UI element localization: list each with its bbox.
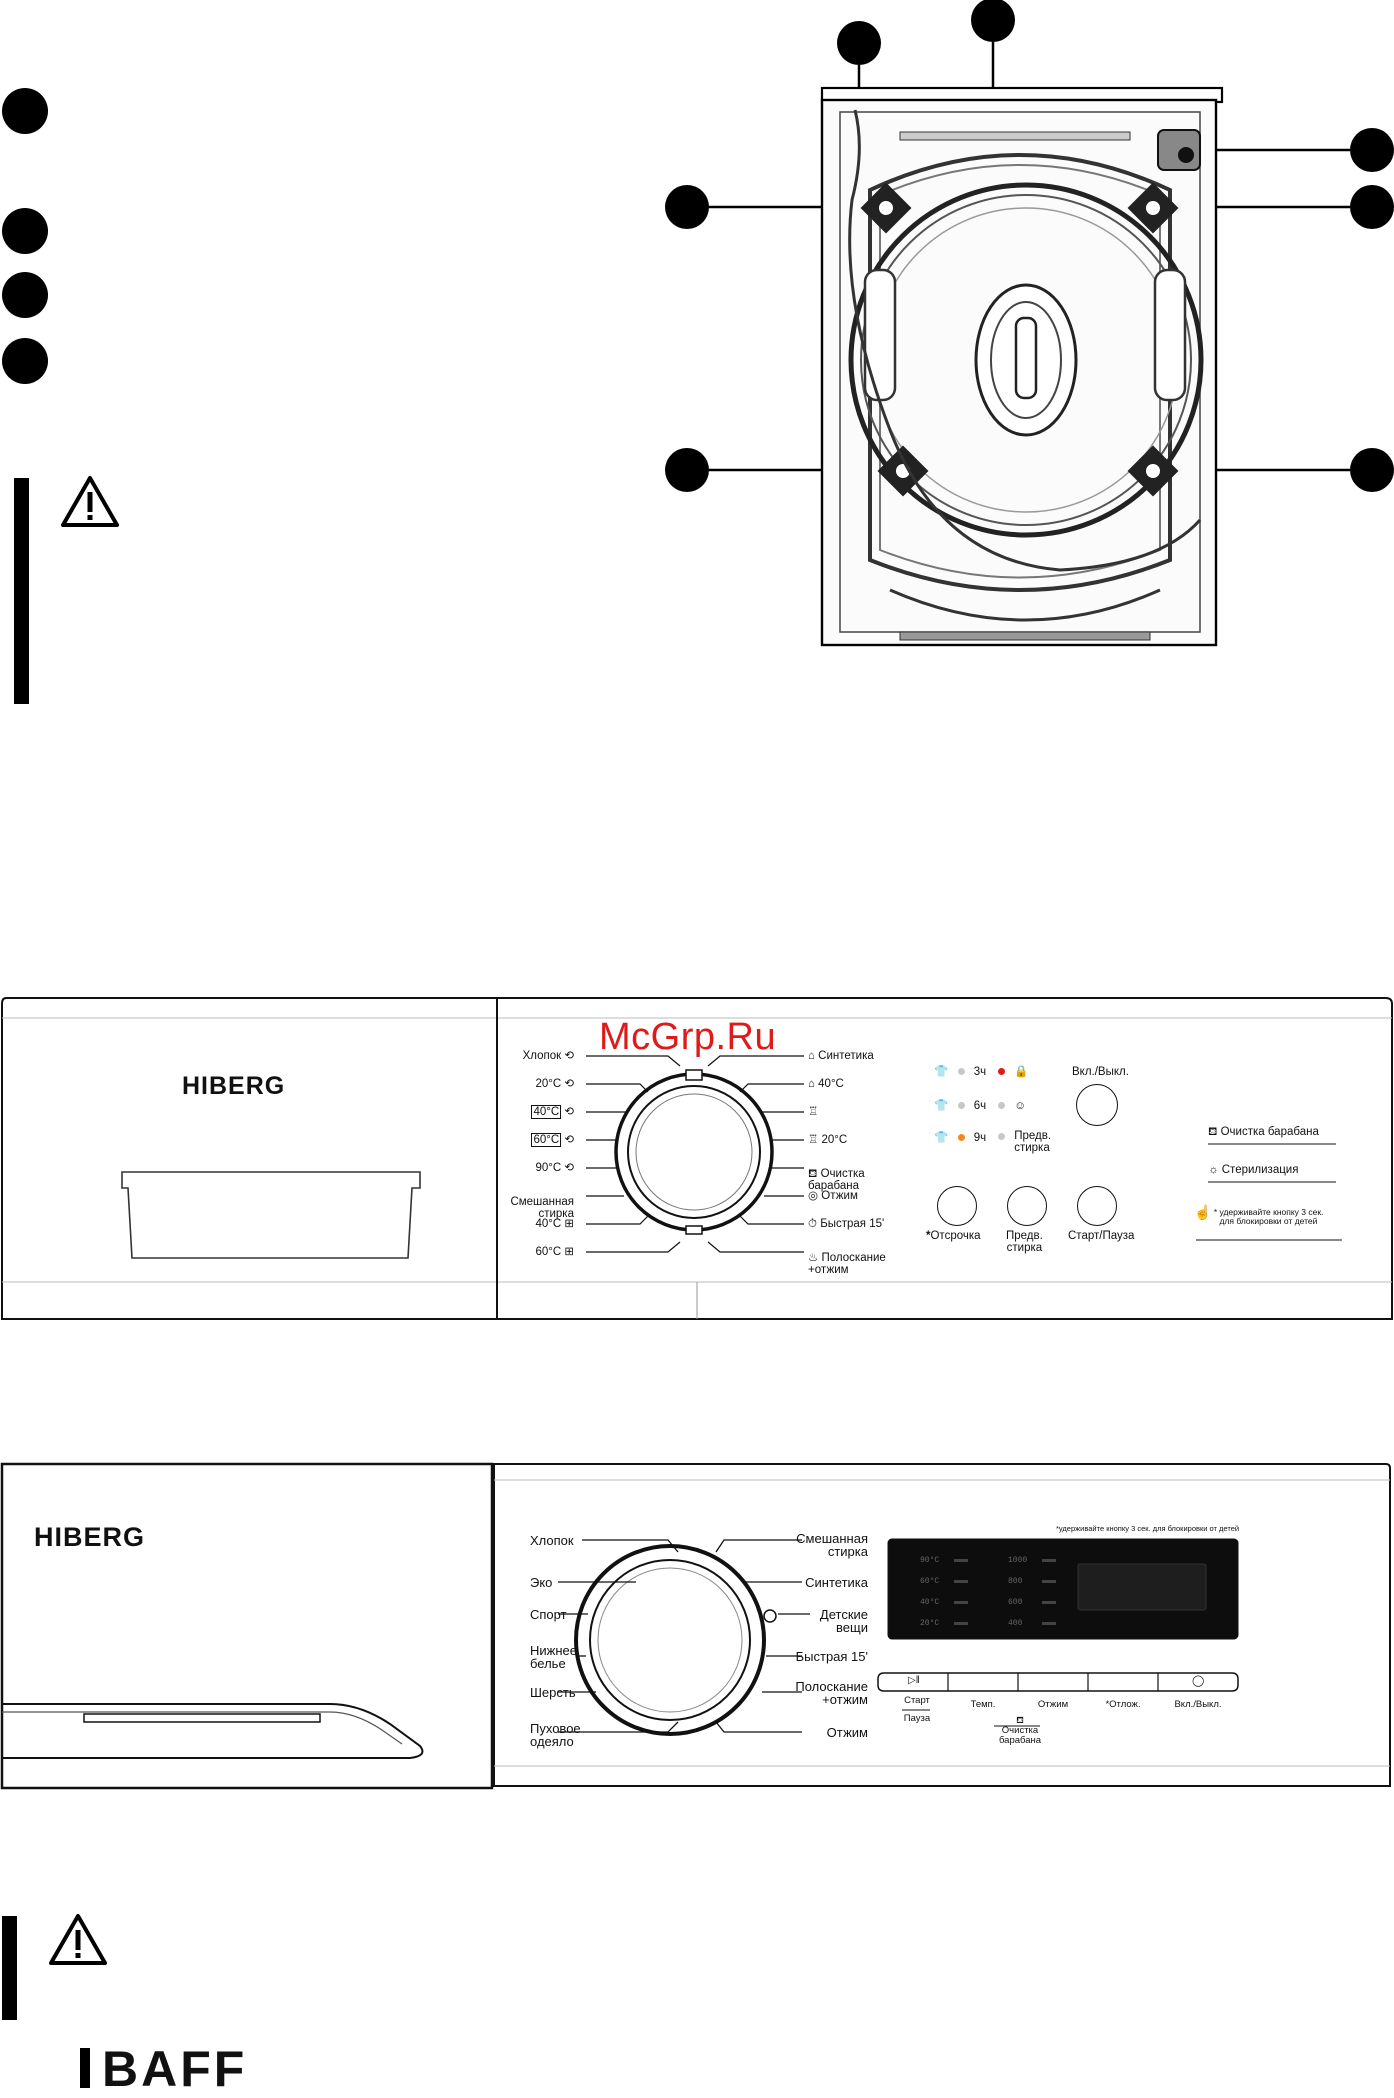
prewash-button[interactable] bbox=[1007, 1186, 1047, 1226]
program-right-drum-clean bbox=[808, 1156, 865, 1192]
program-label: Быстрая 15' bbox=[820, 1218, 885, 1230]
drum-clean-text: Очистка барабана bbox=[998, 1725, 1042, 1746]
machine-rear-diagram bbox=[640, 0, 1394, 660]
indicator-label: 3ч bbox=[973, 1066, 987, 1078]
start-label: Старт bbox=[904, 1695, 930, 1706]
control-panel-2 bbox=[0, 1460, 1394, 1790]
callout-marker bbox=[1350, 128, 1394, 172]
sterilization-label: Стерилизация bbox=[1221, 1164, 1299, 1176]
program-icon: ⟲ bbox=[564, 1162, 574, 1174]
program-left-duvet: Пуховое одеяло bbox=[530, 1721, 581, 1749]
drum-clean-label: Очистка барабана bbox=[1220, 1126, 1319, 1138]
shirt-icon: 👕 bbox=[934, 1132, 949, 1144]
power-button[interactable] bbox=[1076, 1084, 1118, 1126]
program-icon: ⟲ bbox=[564, 1050, 574, 1062]
program-label: 40°C bbox=[535, 1218, 562, 1230]
temp-button-label: Темп. bbox=[970, 1699, 996, 1710]
start-pause-button[interactable] bbox=[1077, 1186, 1117, 1226]
indicator-label: 9ч bbox=[973, 1132, 987, 1144]
indicator-led bbox=[998, 1068, 1005, 1075]
panel-2-brand-logo: HIBERG bbox=[34, 1522, 146, 1552]
indicator-label: Предв. стирка bbox=[1014, 1130, 1052, 1154]
indicator-led bbox=[998, 1133, 1005, 1140]
program-left-cotton bbox=[496, 1050, 574, 1062]
spin-button[interactable] bbox=[1018, 1673, 1088, 1691]
drum-clean-info bbox=[1208, 1126, 1319, 1138]
program-left-mixed bbox=[486, 1184, 574, 1220]
lock-icon: 🔒 bbox=[1014, 1066, 1029, 1078]
program-icon: ⌂ bbox=[808, 1078, 815, 1090]
program-right-quick bbox=[808, 1218, 884, 1230]
child-indicator bbox=[998, 1100, 1026, 1112]
program-icon: ⊞ bbox=[564, 1218, 574, 1230]
program-label: 20°C bbox=[535, 1078, 562, 1090]
program-label: Синтетика bbox=[818, 1050, 874, 1062]
program-left-20 bbox=[496, 1078, 574, 1090]
sterilization-info bbox=[1208, 1164, 1298, 1176]
spin-readout-1000: 1000 bbox=[1008, 1556, 1028, 1565]
control-panel-1 bbox=[0, 996, 1394, 1322]
prewash-button-label: Предв. стирка bbox=[1006, 1230, 1043, 1254]
start-pause-button[interactable] bbox=[880, 1673, 948, 1691]
program-right-40 bbox=[808, 1078, 844, 1090]
spin-led bbox=[1042, 1601, 1056, 1604]
delay-indicator-3h bbox=[934, 1066, 986, 1078]
lock-indicator bbox=[998, 1066, 1029, 1078]
delay-indicator-6h bbox=[934, 1100, 986, 1112]
program-icon: ⏱ bbox=[808, 1218, 817, 1230]
temp-readout-20: 20°C bbox=[920, 1619, 940, 1628]
program-right-kids: Детские вещи bbox=[819, 1607, 868, 1635]
program-left-60-mix bbox=[496, 1246, 574, 1258]
indicator-led bbox=[998, 1102, 1005, 1109]
temp-readout-40: 40°C bbox=[920, 1598, 940, 1607]
program-right-rinse bbox=[808, 1240, 886, 1276]
power-icon: ◯ bbox=[1192, 1675, 1205, 1687]
panel-2-outline bbox=[0, 1460, 1394, 1790]
spin-led bbox=[1042, 1559, 1056, 1562]
smiley-icon: ☺ bbox=[1014, 1100, 1026, 1112]
watermark: McGrp.Ru bbox=[599, 1016, 777, 1058]
temp-led bbox=[954, 1601, 968, 1604]
temp-led bbox=[954, 1622, 968, 1625]
child-lock-note: *удерживайте кнопку 3 сек. для блокировки от детей bbox=[1056, 1524, 1240, 1533]
delay-button-label bbox=[926, 1230, 981, 1242]
spin-readout-600: 600 bbox=[1008, 1598, 1023, 1607]
bullet-marker-3 bbox=[2, 272, 48, 318]
spin-readout-800: 800 bbox=[1008, 1577, 1023, 1586]
program-icon: ⛾ bbox=[808, 1168, 818, 1180]
program-icon: ⟲ bbox=[564, 1134, 574, 1146]
delay-indicator-9h bbox=[934, 1132, 986, 1144]
callout-marker bbox=[665, 448, 709, 492]
program-label: Отжим bbox=[821, 1190, 858, 1202]
prewash-indicator bbox=[998, 1130, 1051, 1154]
program-right-synthetic: Синтетика bbox=[805, 1575, 868, 1590]
program-right-quick: Быстрая 15' bbox=[795, 1649, 868, 1664]
callout-marker bbox=[837, 21, 881, 65]
finger-icon: ☝ bbox=[1194, 1204, 1212, 1220]
spin-led bbox=[1042, 1622, 1056, 1625]
program-label: Полоскание +отжим bbox=[808, 1252, 886, 1276]
program-left-wool: Шерсть bbox=[530, 1685, 576, 1700]
program-label: 90°C bbox=[535, 1162, 562, 1174]
warning-icon bbox=[60, 474, 120, 528]
indicator-led bbox=[958, 1068, 965, 1075]
program-left-90 bbox=[496, 1162, 574, 1174]
program-icon: ⊞ bbox=[564, 1246, 574, 1258]
temp-button[interactable] bbox=[948, 1673, 1018, 1691]
start-pause-button-label: Старт/Пауза bbox=[1068, 1230, 1135, 1242]
temp-box: 40°C bbox=[533, 1106, 560, 1118]
program-label: Очистка барабана bbox=[808, 1168, 865, 1192]
program-label: 60°C bbox=[535, 1246, 562, 1258]
program-icon: ⟲ bbox=[564, 1078, 574, 1090]
power-button-label: Вкл./Выкл. bbox=[1072, 1066, 1129, 1078]
program-right-spin: Отжим bbox=[826, 1725, 868, 1740]
program-left-underwear: Нижнее белье bbox=[530, 1643, 577, 1671]
power-button[interactable] bbox=[1158, 1673, 1238, 1691]
delay-label: Отсрочка bbox=[930, 1230, 981, 1242]
program-icon: ♨ bbox=[808, 1252, 819, 1264]
program-right-synthetic bbox=[808, 1050, 874, 1062]
program-icon: ◎ bbox=[808, 1190, 819, 1202]
spin-readout-400: 400 bbox=[1008, 1619, 1023, 1628]
delay-button[interactable] bbox=[1088, 1673, 1158, 1691]
program-icon: ⌂ bbox=[808, 1050, 815, 1062]
temp-box: 60°C bbox=[533, 1134, 560, 1146]
callout-marker bbox=[971, 0, 1015, 42]
program-left-40-mix bbox=[496, 1218, 574, 1230]
sun-icon: ☼ bbox=[1208, 1164, 1219, 1176]
drum-clean-icon: ⛾ bbox=[1016, 1715, 1024, 1726]
indicator-led bbox=[958, 1134, 965, 1141]
delay-label: Отлож. bbox=[1109, 1699, 1141, 1710]
delay-button-label bbox=[1098, 1700, 1148, 1710]
spin-led bbox=[1042, 1580, 1056, 1583]
spin-button-label: Отжим bbox=[1037, 1699, 1069, 1710]
callout-marker bbox=[1350, 185, 1394, 229]
drum-clean-label bbox=[982, 1716, 1058, 1746]
lock-note-text: удерживайте кнопку 3 сек. для блокировки от детей bbox=[1219, 1207, 1324, 1226]
delay-button[interactable] bbox=[937, 1186, 977, 1226]
panel-1-brand-logo: HIBERG bbox=[182, 1072, 286, 1100]
program-right-mixed: Смешанная стирка bbox=[796, 1531, 868, 1559]
program-right-baby bbox=[808, 1106, 818, 1118]
bullet-marker-4 bbox=[2, 338, 48, 384]
bullet-marker-1 bbox=[2, 88, 48, 134]
program-label: Смешанная стирка bbox=[510, 1196, 574, 1220]
program-label: 40°C bbox=[818, 1078, 844, 1090]
temp-led bbox=[954, 1580, 968, 1583]
footer-brand-logo: BAFF bbox=[102, 2041, 248, 2097]
program-right-rinse: Полоскание +отжим bbox=[795, 1679, 868, 1707]
program-icon: ♖ bbox=[808, 1106, 819, 1118]
pause-label: Пауза bbox=[903, 1713, 931, 1724]
child-lock-note bbox=[1194, 1204, 1324, 1226]
program-right-20 bbox=[808, 1134, 847, 1146]
program-left-eco: Эко bbox=[530, 1575, 553, 1590]
program-left-sport: Спорт bbox=[530, 1607, 567, 1622]
callout-marker bbox=[665, 185, 709, 229]
temp-led bbox=[954, 1559, 968, 1562]
indicator-led bbox=[958, 1102, 965, 1109]
footer-brand-bar bbox=[80, 2048, 90, 2088]
program-left-60-eco bbox=[496, 1134, 574, 1146]
bullet-marker-2 bbox=[2, 208, 48, 254]
asterisk-mark: * bbox=[926, 1230, 931, 1242]
temp-readout-60: 60°C bbox=[920, 1577, 940, 1586]
program-icon: ⟲ bbox=[564, 1106, 574, 1118]
temp-readout-90: 90°C bbox=[920, 1556, 940, 1565]
warning-bar bbox=[14, 478, 29, 704]
program-left-cotton: Хлопок bbox=[530, 1533, 574, 1548]
asterisk-mark: * bbox=[1213, 1207, 1218, 1217]
power-button-label: Вкл./Выкл. bbox=[1174, 1699, 1222, 1710]
program-label: 20°C bbox=[821, 1134, 848, 1146]
warning-icon bbox=[48, 1912, 108, 1966]
drum-clean-icon: ⛾ bbox=[1208, 1126, 1218, 1138]
program-label: Хлопок bbox=[522, 1050, 562, 1062]
program-left-40-eco bbox=[496, 1106, 574, 1118]
play-pause-icon: ▷‖ bbox=[908, 1675, 920, 1686]
shirt-icon: 👕 bbox=[934, 1066, 949, 1078]
indicator-label: 6ч bbox=[973, 1100, 987, 1112]
callout-marker bbox=[1350, 448, 1394, 492]
program-icon: ♖ bbox=[808, 1134, 819, 1146]
shirt-icon: 👕 bbox=[934, 1100, 949, 1112]
warning-bar bbox=[2, 1916, 17, 2020]
asterisk-mark: * bbox=[1105, 1699, 1110, 1710]
program-right-spin bbox=[808, 1190, 858, 1202]
